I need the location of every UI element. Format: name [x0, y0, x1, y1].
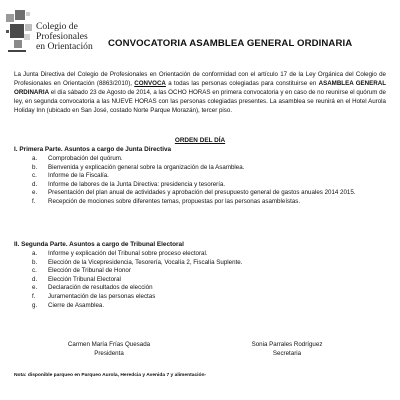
- footnote: Nota: disponible parqueo en Parqueo Aurola, Heredcia y Avenida 7 y alimentación-: [14, 373, 207, 378]
- item-letter: c.: [32, 172, 37, 180]
- list-item: [32, 181, 392, 190]
- signatory-role: Secretaria: [272, 349, 302, 357]
- item-letter: f.: [32, 197, 36, 205]
- item-letter: g.: [32, 301, 38, 309]
- list-item: [32, 284, 392, 293]
- list-item: [32, 302, 392, 311]
- item-letter: b.: [32, 258, 38, 266]
- logo-mark-icon: [4, 8, 36, 60]
- section-1-list: [32, 155, 392, 207]
- item-text: Elección de la Vicepresidencia, Tesorería, Vocalía 2, Fiscalía Suplente.: [48, 258, 243, 266]
- item-letter: c.: [32, 267, 37, 275]
- institution-logo: [4, 8, 102, 60]
- convoca-keyword: CONVOCA: [134, 79, 166, 87]
- list-item: [32, 267, 392, 276]
- list-item: [32, 198, 392, 207]
- logo-line-3: en Orientación: [36, 41, 93, 52]
- section-1-title: I. Primera Parte. Asuntos a cargo de Junta Directiva: [14, 146, 172, 153]
- logo-line-2: Profesionales: [36, 31, 88, 42]
- assembly-name: ASAMBLEA GENERAL ORDINARIA: [14, 79, 386, 96]
- section-2-list: [32, 250, 392, 310]
- signatory-role: Presidenta: [94, 349, 124, 357]
- list-item: [32, 189, 392, 198]
- item-text: Declaración de resultados de elección: [48, 284, 153, 292]
- intro-paragraph: [14, 71, 386, 116]
- item-text: Comprobación del quórum.: [48, 155, 123, 162]
- item-text: Cierre de Asamblea.: [48, 301, 105, 309]
- item-letter: e.: [32, 189, 38, 197]
- item-text: Juramentación de las personas electas: [48, 292, 156, 300]
- signatory-name: Carmen María Frías Quesada: [67, 341, 151, 348]
- item-letter: a.: [32, 250, 38, 257]
- intro-text-1: La Junta Directiva del Colegio de Profesionales en Orientación de conformidad con el artículo 17 de la Ley Orgánica del Colegio de Profesionales en Orientación (8863/2010),: [14, 71, 386, 87]
- item-text: Bienvenida y explicación general sobre la organización de la Asamblea.: [48, 163, 245, 171]
- list-item: [32, 250, 392, 259]
- logo-wordmark: [36, 22, 93, 52]
- signature-secretary: [232, 341, 342, 358]
- logo-line-1: Colegio de: [36, 21, 78, 32]
- item-letter: b.: [32, 163, 38, 171]
- list-item: [32, 293, 392, 302]
- signatory-name: Sonia Parrales Rodríguez: [251, 341, 323, 348]
- document-title: CONVOCATORIA ASAMBLEA GENERAL ORDINARIA: [108, 38, 353, 49]
- list-item: [32, 155, 392, 164]
- signature-president: [54, 341, 164, 358]
- item-text: Informe de la Fiscalía.: [48, 172, 109, 180]
- item-text: Presentación del plan anual de actividades y aprobación del presupuesto general de gastos anuales 2014 2015.: [48, 189, 356, 197]
- section-2-title: II. Segunda Parte. Asuntos a cargo de Tribunal Electoral: [14, 241, 184, 248]
- item-text: Elección Tribunal Electoral: [48, 275, 121, 283]
- list-item: [32, 276, 392, 285]
- item-letter: d.: [32, 180, 38, 188]
- item-text: Elección de Tribunal de Honor: [48, 267, 131, 275]
- list-item: [32, 172, 392, 181]
- item-text: Informe y explicación del Tribunal sobre proceso electoral.: [48, 250, 208, 257]
- list-item: [32, 259, 392, 268]
- item-text: Recepción de mociones sobre diferentes temas, propuestas por las personas asambleístas.: [48, 197, 301, 205]
- agenda-heading: ORDEN DEL DÍA: [174, 137, 226, 144]
- item-letter: f.: [32, 292, 36, 300]
- intro-text-2: a todas las personas colegiadas para constituirse en: [165, 79, 319, 87]
- intro-text-3: el día sábado 23 de Agosto de 2014, a las OCHO HORAS en primera convocatoria y en caso de no reunirse el quórum de ley, en segunda convocatoria a las NUEVE HORAS con las personas colegiadas presentes. La asamblea se reunirá en el Hotel Aurola Holiday Inn (ubicado en San José, costado Norte Parque Morazán), tercer piso.: [14, 88, 386, 114]
- item-letter: d.: [32, 275, 38, 283]
- item-text: Informe de labores de la Junta Directiva: presidencia y tesorería.: [48, 180, 226, 188]
- item-letter: a.: [32, 155, 38, 162]
- list-item: [32, 164, 392, 173]
- item-letter: e.: [32, 284, 38, 292]
